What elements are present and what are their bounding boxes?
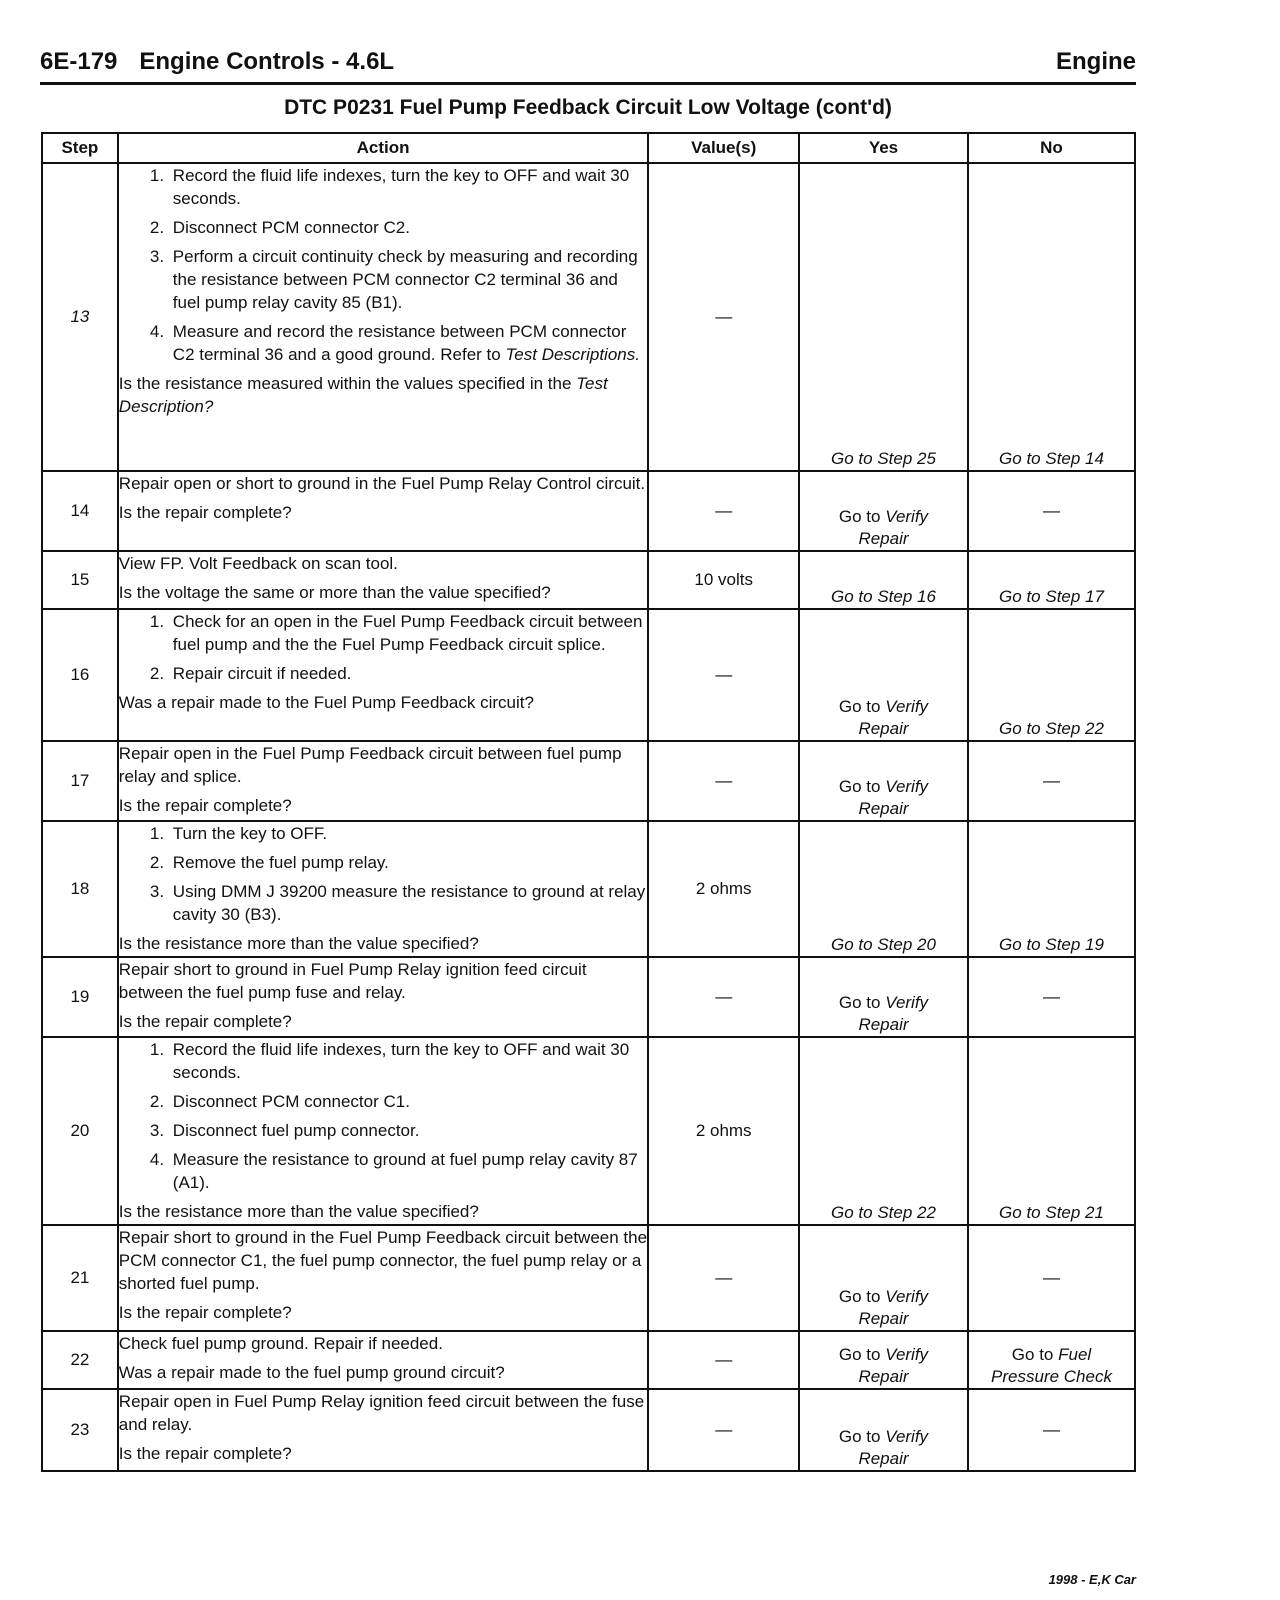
step-number: 14 [42,471,118,551]
no-cell: Go to Step 17 [968,551,1135,609]
verify-repair-ref: Verify [885,1345,929,1364]
step-number: 23 [42,1389,118,1471]
no-cell: Go to Step 21 [968,1037,1135,1225]
table-row [42,741,1135,821]
table-row [42,1389,1135,1471]
test-descriptions-ref: Test Descriptions. [505,345,640,364]
step-number: 16 [42,609,118,741]
action-cell [118,1389,649,1471]
verify-repair-ref: Verify [885,993,929,1012]
verify-repair-ref-cont: Repair [858,1449,909,1468]
action-item: 2. Repair circuit if needed. [169,662,648,685]
no-cell: Go to Step 14 [968,163,1135,471]
verify-repair-ref-cont: Repair [858,799,909,818]
action-question: Is the repair complete? [118,1012,292,1031]
action-cell [118,609,649,741]
col-header-step: Step [42,133,118,163]
page-number: 6E-179 [40,48,118,75]
action-item: 1. Turn the key to OFF. [169,822,648,845]
action-item: 1. Record the fluid life indexes, turn the key to OFF and wait 30 seconds. [169,1038,648,1084]
value-cell: 2 ohms [648,821,799,957]
verify-repair-ref: Verify [885,507,929,526]
action-cell [118,551,649,609]
action-cell [118,1225,649,1331]
page-title: DTC P0231 Fuel Pump Feedback Circuit Low Voltage (cont'd) [284,96,892,119]
action-cell [118,163,649,471]
action-item: 3. Disconnect fuel pump connector. [169,1119,648,1142]
action-question: Is the voltage the same or more than the value specified? [118,583,551,602]
table-row [42,551,1135,609]
no-cell: — [968,741,1135,821]
go-to-text: Go to [838,507,881,526]
action-item: 4. Measure the resistance to ground at fuel pump relay cavity 87 (A1). [169,1148,648,1194]
go-to-text: Go to [838,1427,881,1446]
action-question: Was a repair made to the Fuel Pump Feedback circuit? [118,693,534,712]
value-cell: — [648,957,799,1037]
yes-cell [799,741,968,821]
verify-repair-ref-cont: Repair [858,529,909,548]
verify-repair-ref-cont: Repair [858,1015,909,1034]
action-item-text: Measure and record the resistance between PCM connector C2 terminal 36 and a good ground. Refer to [172,322,627,364]
verify-repair-ref: Verify [885,1427,929,1446]
action-text: Repair short to ground in the Fuel Pump Feedback circuit between the PCM connector C1, the fuel pump connector, the fuel pump relay or a shorted fuel pump. [118,1228,648,1293]
step-number: 13 [42,163,118,471]
diagnostic-table [41,132,1136,1472]
action-item: 1. Check for an open in the Fuel Pump Feedback circuit between fuel pump and the the Fuel Pump Feedback circuit splice. [169,610,648,656]
action-cell [118,1037,649,1225]
step-number: 20 [42,1037,118,1225]
table-row [42,821,1135,957]
action-question: Was a repair made to the fuel pump ground circuit? [118,1363,505,1382]
value-cell: — [648,471,799,551]
go-to-text: Go to [838,1287,881,1306]
go-to-text: Go to [1011,1345,1054,1364]
no-cell: — [968,1389,1135,1471]
page-header [40,48,1136,85]
action-text: Repair short to ground in Fuel Pump Relay ignition feed circuit between the fuel pump fuse and relay. [118,960,587,1002]
no-cell: — [968,471,1135,551]
go-to-text: Go to [838,777,881,796]
action-list [119,164,648,366]
col-header-no: No [968,133,1135,163]
action-question [119,372,648,418]
action-question: Is the repair complete? [118,1444,292,1463]
action-item: 2. Disconnect PCM connector C2. [169,216,648,239]
action-question: Is the resistance more than the value specified? [118,934,479,953]
no-cell: — [968,1225,1135,1331]
table-row [42,1331,1135,1389]
action-question: Is the resistance more than the value specified? [118,1202,479,1221]
go-to-text: Go to [838,993,881,1012]
action-item: 2. Remove the fuel pump relay. [169,851,648,874]
value-cell: — [648,1389,799,1471]
no-cell: — [968,957,1135,1037]
table-header-row [42,133,1135,163]
question-text: Is the resistance measured within the values specified in the [118,374,572,393]
action-question: Is the repair complete? [118,796,292,815]
verify-repair-ref-cont: Repair [858,1309,909,1328]
section-title: Engine Controls - 4.6L [139,48,395,75]
yes-cell [799,471,968,551]
action-question: Is the repair complete? [118,503,292,522]
go-to-text: Go to [838,1345,881,1364]
value-cell: — [648,741,799,821]
no-cell [968,1331,1135,1389]
action-list [119,610,648,685]
yes-cell: Go to Step 20 [799,821,968,957]
action-item [169,320,648,366]
action-text: Check fuel pump ground. Repair if needed. [118,1334,443,1353]
value-cell: — [648,609,799,741]
category-label: Engine [1055,48,1136,75]
step-number: 17 [42,741,118,821]
value-cell: — [648,1331,799,1389]
step-number: 22 [42,1331,118,1389]
test-description-ref: Test Description [118,374,608,416]
action-text: Repair open in the Fuel Pump Feedback circuit between fuel pump relay and splice. [118,744,622,786]
yes-cell [799,957,968,1037]
col-header-values: Value(s) [648,133,799,163]
step-number: 15 [42,551,118,609]
action-text: View FP. Volt Feedback on scan tool. [118,554,398,573]
table-row [42,957,1135,1037]
value-cell: 2 ohms [648,1037,799,1225]
fuel-pressure-check-ref-cont: Pressure Check [991,1367,1112,1386]
col-header-action: Action [118,133,649,163]
table-row [42,609,1135,741]
yes-cell [799,1331,968,1389]
value-cell: — [648,163,799,471]
step-number: 21 [42,1225,118,1331]
table-row [42,471,1135,551]
col-header-yes: Yes [799,133,968,163]
value-cell: 10 volts [648,551,799,609]
step-number: 19 [42,957,118,1037]
action-cell [118,1331,649,1389]
verify-repair-ref-cont: Repair [858,719,909,738]
action-list [119,822,648,926]
header-left [40,48,394,76]
yes-cell [799,1225,968,1331]
action-cell [118,821,649,957]
step-number: 18 [42,821,118,957]
yes-cell: Go to Step 22 [799,1037,968,1225]
verify-repair-ref-cont: Repair [858,1367,909,1386]
verify-repair-ref: Verify [885,697,929,716]
yes-cell [799,1389,968,1471]
yes-cell [799,609,968,741]
value-cell: — [648,1225,799,1331]
table-row [42,1225,1135,1331]
action-cell [118,957,649,1037]
table-row [42,163,1135,471]
fuel-pressure-check-ref: Fuel [1058,1345,1092,1364]
yes-cell: Go to Step 16 [799,551,968,609]
action-text: Repair open in Fuel Pump Relay ignition feed circuit between the fuse and relay. [118,1392,645,1434]
action-cell [118,741,649,821]
action-text: Repair open or short to ground in the Fuel Pump Relay Control circuit. [118,474,646,493]
verify-repair-ref: Verify [885,1287,929,1306]
action-item: 2. Disconnect PCM connector C1. [169,1090,648,1113]
yes-cell: Go to Step 25 [799,163,968,471]
page-footer: 1998 - E,K Car [1048,1572,1136,1587]
action-question: Is the repair complete? [118,1303,292,1322]
action-cell [118,471,649,551]
no-cell: Go to Step 22 [968,609,1135,741]
verify-repair-ref: Verify [885,777,929,796]
action-list [119,1038,648,1194]
no-cell: Go to Step 19 [968,821,1135,957]
question-mark: ? [203,397,214,416]
table-row [42,1037,1135,1225]
action-item: 3. Using DMM J 39200 measure the resistance to ground at relay cavity 30 (B3). [169,880,648,926]
action-item: 1. Record the fluid life indexes, turn the key to OFF and wait 30 seconds. [169,164,648,210]
action-item: 3. Perform a circuit continuity check by measuring and recording the resistance between PCM connector C2 terminal 36 and fuel pump relay cavity 85 (B1). [169,245,648,314]
go-to-text: Go to [838,697,881,716]
